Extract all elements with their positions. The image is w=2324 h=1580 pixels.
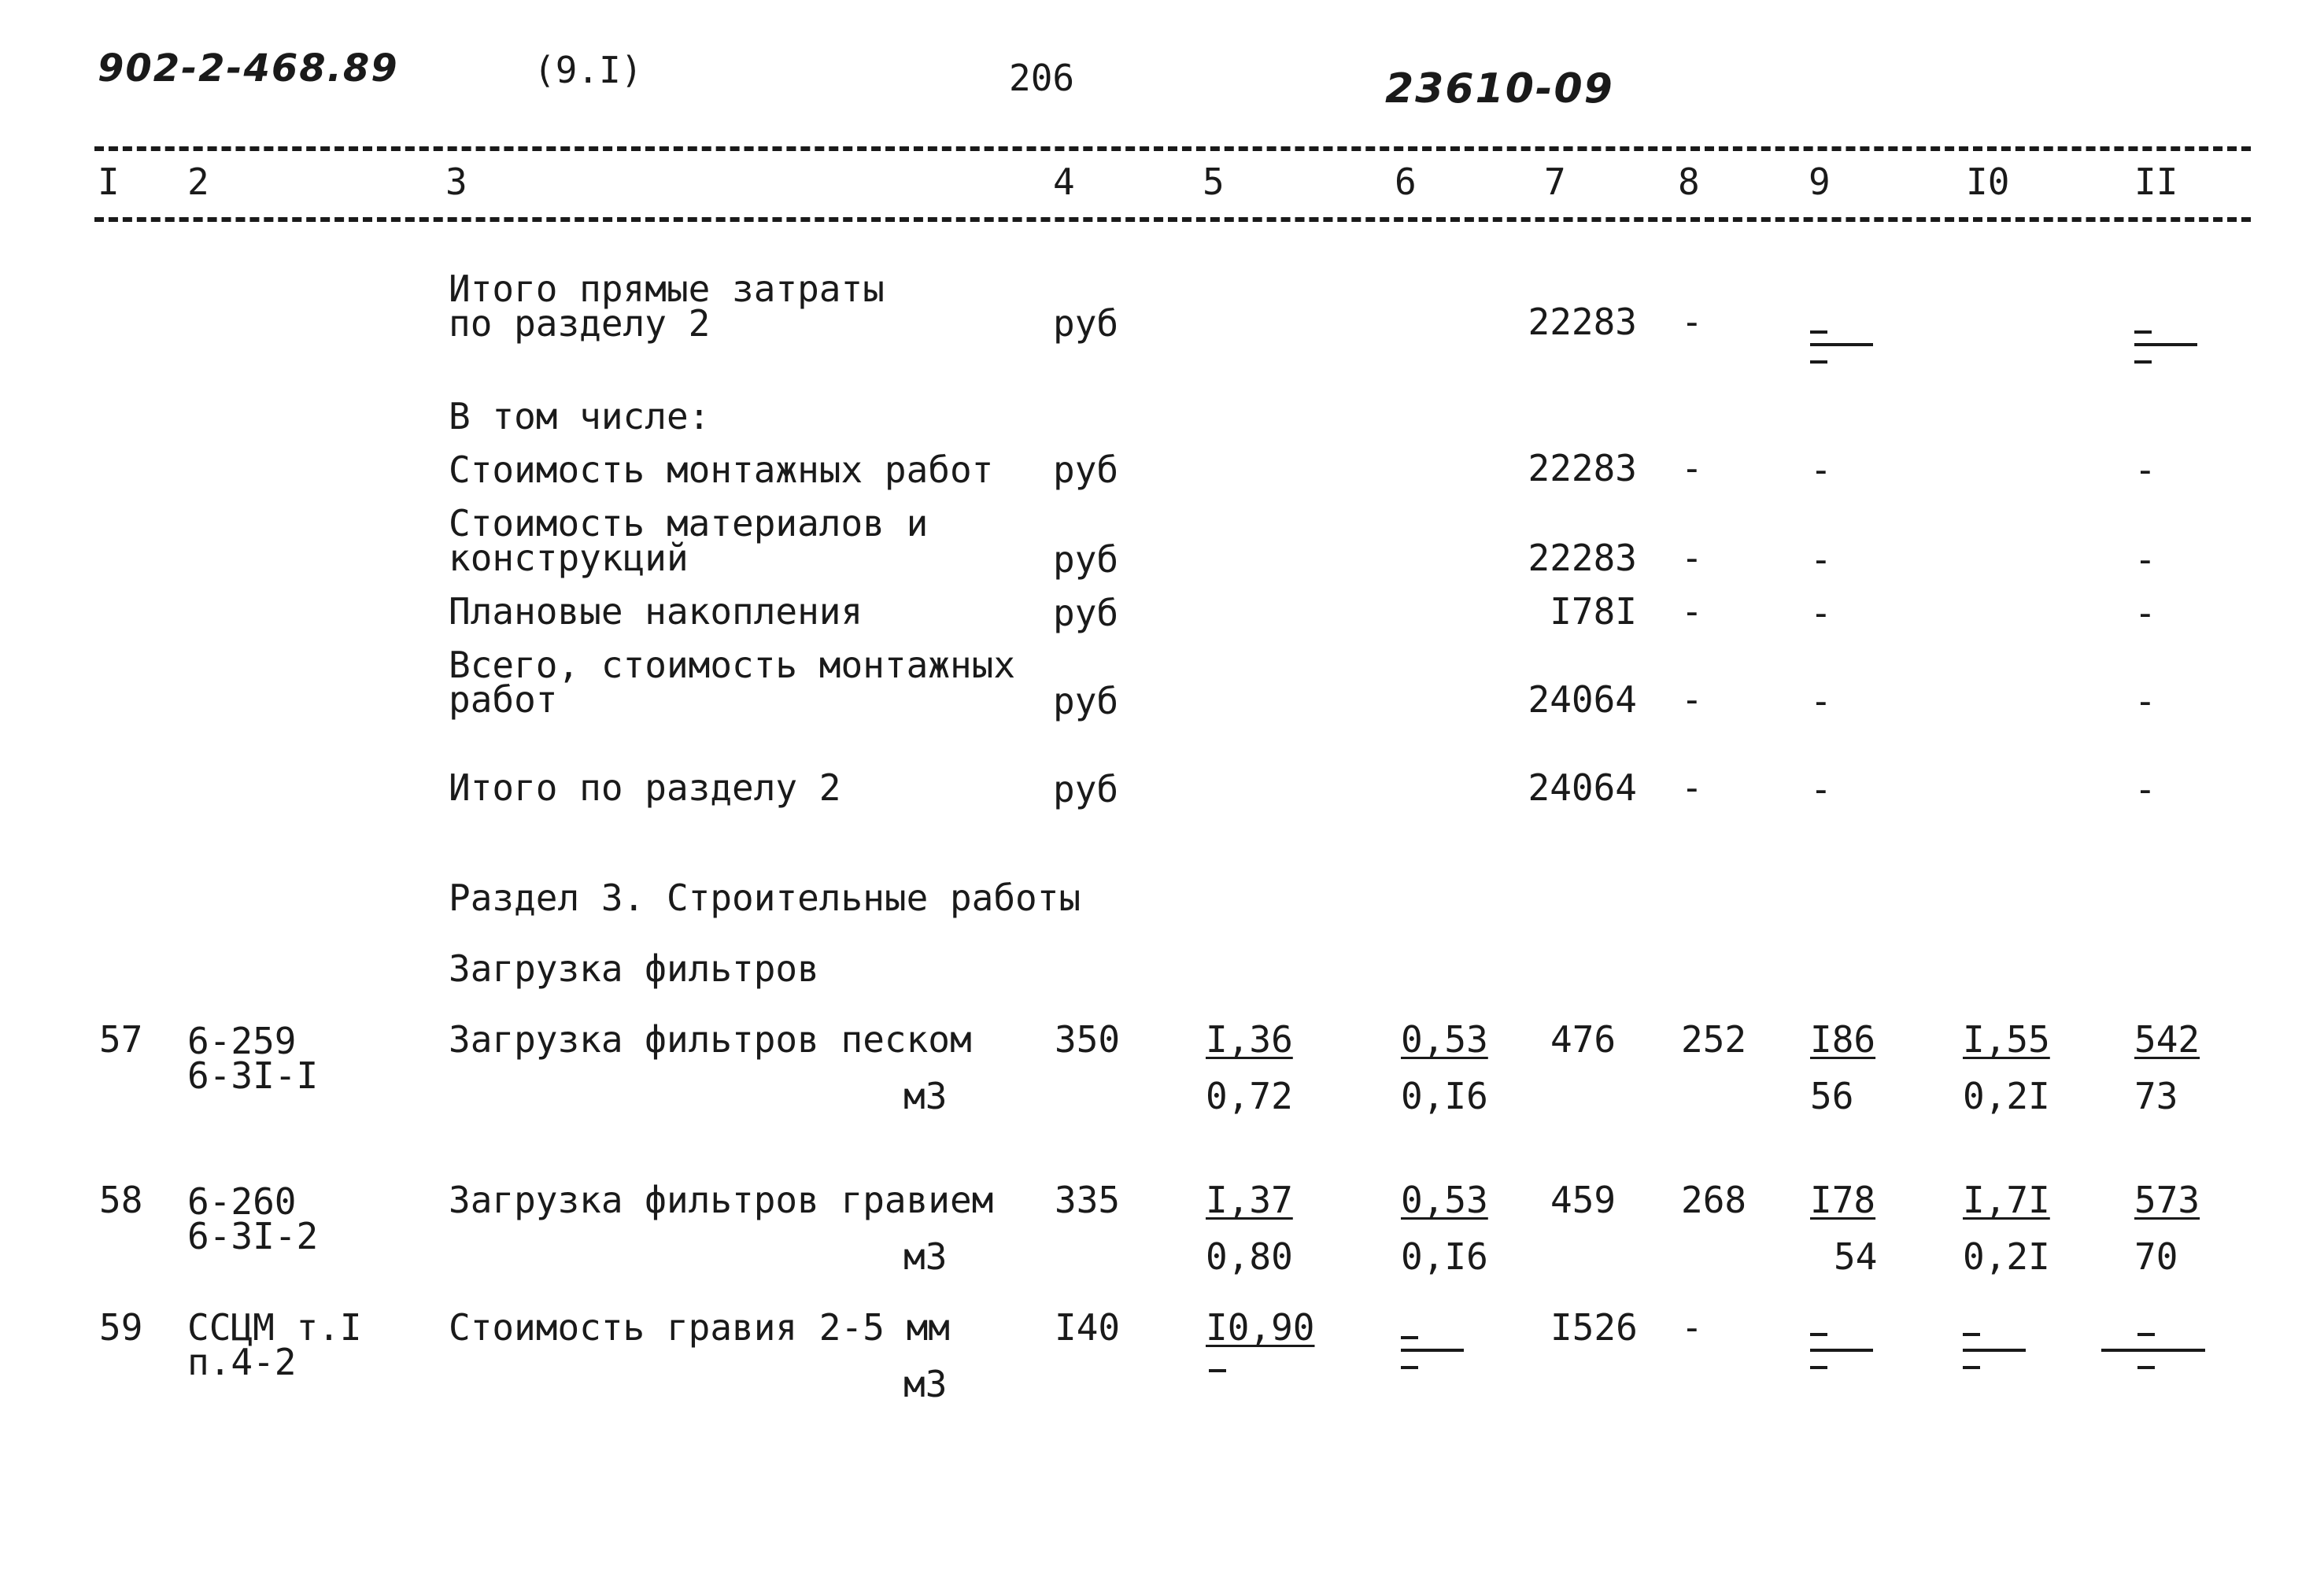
col5-top: I0,90 bbox=[1206, 1306, 1315, 1349]
col8-value: 268 bbox=[1681, 1179, 1747, 1221]
fraction-mark-9 bbox=[1810, 343, 1873, 346]
total-install-dash-11: - bbox=[2134, 680, 2156, 722]
col6-fraction-top bbox=[1401, 1336, 1418, 1339]
page-number: 206 bbox=[1009, 57, 1075, 99]
row-name: Загрузка фильтров песком bbox=[449, 1018, 972, 1061]
col9-top: I86 bbox=[1810, 1018, 1876, 1061]
col9-fraction-bottom bbox=[1810, 1366, 1827, 1369]
installation-unit: руб bbox=[1053, 449, 1119, 491]
col-header-3: 3 bbox=[445, 161, 467, 203]
col5-bottom: 0,80 bbox=[1206, 1235, 1293, 1278]
col10-top: I,55 bbox=[1963, 1018, 2050, 1061]
section-subtitle: Загрузка фильтров bbox=[449, 947, 819, 990]
row-name: Загрузка фильтров гравием bbox=[449, 1179, 994, 1221]
fraction-mark-11 bbox=[2134, 343, 2197, 346]
row-unit: м3 bbox=[903, 1363, 948, 1405]
col11-top: 542 bbox=[2134, 1018, 2200, 1061]
col9-bottom: 56 bbox=[1810, 1075, 1854, 1117]
accumulation-dash-11: - bbox=[2134, 592, 2156, 634]
row-unit: м3 bbox=[903, 1075, 948, 1117]
section-total-unit: руб bbox=[1053, 768, 1119, 810]
col9-top: I78 bbox=[1810, 1179, 1876, 1221]
col7-value: I526 bbox=[1550, 1306, 1638, 1349]
materials-unit: руб bbox=[1053, 538, 1119, 581]
col-header-9: 9 bbox=[1809, 161, 1831, 203]
col-header-8: 8 bbox=[1678, 161, 1700, 203]
row-code-2: 6-3I-I bbox=[187, 1054, 319, 1097]
col-header-10: I0 bbox=[1966, 161, 2010, 203]
col11-fraction-bottom bbox=[2137, 1366, 2155, 1369]
col6-fraction-mark bbox=[1401, 1349, 1464, 1352]
col9-bottom: 54 bbox=[1834, 1235, 1878, 1278]
materials-label-1: Стоимость материалов и bbox=[449, 502, 929, 545]
row-number: 59 bbox=[99, 1306, 143, 1349]
accumulation-value: I78I bbox=[1550, 590, 1637, 633]
accumulation-label: Плановые накопления bbox=[449, 590, 863, 633]
col5-bottom: 0,72 bbox=[1206, 1075, 1293, 1117]
col6-top: 0,53 bbox=[1401, 1179, 1488, 1221]
col10-bottom: 0,2I bbox=[1963, 1075, 2050, 1117]
col6-bottom: 0,I6 bbox=[1401, 1075, 1488, 1117]
row-code-2: 6-3I-2 bbox=[187, 1215, 319, 1257]
col5-empty-mark bbox=[1209, 1369, 1226, 1372]
col6-top: 0,53 bbox=[1401, 1018, 1488, 1061]
col8-value: - bbox=[1681, 1306, 1703, 1349]
section-total-dash-9: - bbox=[1810, 768, 1832, 810]
col9-fraction-top bbox=[1810, 1333, 1827, 1336]
total-direct-label-2: по разделу 2 bbox=[449, 302, 711, 345]
total-direct-value: 22283 bbox=[1528, 301, 1637, 343]
col-header-5: 5 bbox=[1203, 161, 1225, 203]
row-code-2: п.4-2 bbox=[187, 1341, 297, 1383]
installation-dash-11: - bbox=[2134, 449, 2156, 491]
fraction-mark-9-bottom bbox=[1810, 360, 1827, 364]
accumulation-dash-8: - bbox=[1681, 590, 1703, 633]
col7-value: 459 bbox=[1550, 1179, 1616, 1221]
col10-fraction-bottom bbox=[1963, 1366, 1980, 1369]
row-code-1: ССЦМ т.I bbox=[187, 1306, 362, 1349]
col-header-4: 4 bbox=[1053, 161, 1075, 203]
col11-bottom: 73 bbox=[2134, 1075, 2178, 1117]
section-total-value: 24064 bbox=[1528, 766, 1637, 809]
fraction-mark-11-bottom bbox=[2134, 360, 2152, 364]
installation-label: Стоимость монтажных работ bbox=[449, 449, 994, 491]
total-install-value: 24064 bbox=[1528, 678, 1637, 721]
document-code: 902-2-468.89 bbox=[98, 46, 399, 90]
col-header-6: 6 bbox=[1395, 161, 1417, 203]
row-quantity: I40 bbox=[1055, 1306, 1121, 1349]
section-total-dash-8: - bbox=[1681, 766, 1703, 809]
materials-label-2: конструкций bbox=[449, 537, 689, 579]
col-header-2: 2 bbox=[187, 161, 209, 203]
header-top-rule bbox=[94, 146, 2251, 151]
installation-dash-8: - bbox=[1681, 447, 1703, 489]
accumulation-dash-9: - bbox=[1810, 592, 1832, 634]
section-title: Раздел 3. Строительные работы bbox=[449, 877, 1081, 919]
materials-value: 22283 bbox=[1528, 537, 1637, 579]
col11-bottom: 70 bbox=[2134, 1235, 2178, 1278]
section-total-dash-11: - bbox=[2134, 768, 2156, 810]
col10-bottom: 0,2I bbox=[1963, 1235, 2050, 1278]
materials-dash-9: - bbox=[1810, 538, 1832, 581]
col9-fraction-mark bbox=[1810, 1349, 1873, 1352]
col-header-1: I bbox=[98, 161, 120, 203]
accumulation-unit: руб bbox=[1053, 592, 1119, 634]
total-direct-unit: руб bbox=[1053, 302, 1119, 345]
col11-top: 573 bbox=[2134, 1179, 2200, 1221]
col-header-7: 7 bbox=[1544, 161, 1566, 203]
total-install-unit: руб bbox=[1053, 680, 1119, 722]
row-number: 57 bbox=[99, 1018, 143, 1061]
col10-fraction-mark bbox=[1963, 1349, 2026, 1352]
total-install-label-2: работ bbox=[449, 678, 558, 721]
col5-top: I,37 bbox=[1206, 1179, 1293, 1221]
row-quantity: 335 bbox=[1055, 1179, 1121, 1221]
materials-dash-11: - bbox=[2134, 538, 2156, 581]
document-part: (9.I) bbox=[534, 49, 643, 91]
col11-fraction-mark bbox=[2101, 1349, 2205, 1352]
col11-fraction-top bbox=[2137, 1333, 2155, 1336]
stamp-number: 23610-09 bbox=[1385, 65, 1614, 113]
row-number: 58 bbox=[99, 1179, 143, 1221]
fraction-mark-9-top bbox=[1810, 330, 1827, 334]
row-name: Стоимость гравия 2-5 мм bbox=[449, 1306, 950, 1349]
total-install-dash-8: - bbox=[1681, 678, 1703, 721]
row-code-1: 6-259 bbox=[187, 1020, 297, 1062]
row-unit: м3 bbox=[903, 1235, 948, 1278]
header-bottom-rule bbox=[94, 217, 2251, 222]
col8-value: 252 bbox=[1681, 1018, 1747, 1061]
section-total-label: Итого по разделу 2 bbox=[449, 766, 841, 809]
col7-value: 476 bbox=[1550, 1018, 1616, 1061]
materials-dash-8: - bbox=[1681, 537, 1703, 579]
col5-top: I,36 bbox=[1206, 1018, 1293, 1061]
col10-top: I,7I bbox=[1963, 1179, 2050, 1221]
col10-fraction-top bbox=[1963, 1333, 1980, 1336]
col6-fraction-bottom bbox=[1401, 1366, 1418, 1369]
installation-value: 22283 bbox=[1528, 447, 1637, 489]
fraction-mark-11-top bbox=[2134, 330, 2152, 334]
col-header-11: II bbox=[2134, 161, 2178, 203]
col6-bottom: 0,I6 bbox=[1401, 1235, 1488, 1278]
total-install-label-1: Всего, стоимость монтажных bbox=[449, 644, 1016, 686]
total-direct-label-1: Итого прямые затраты bbox=[449, 268, 885, 310]
including-label: В том числе: bbox=[449, 395, 711, 437]
row-quantity: 350 bbox=[1055, 1018, 1121, 1061]
installation-dash-9: - bbox=[1810, 449, 1832, 491]
total-direct-dash: - bbox=[1681, 301, 1703, 343]
total-install-dash-9: - bbox=[1810, 680, 1832, 722]
row-code-1: 6-260 bbox=[187, 1180, 297, 1223]
